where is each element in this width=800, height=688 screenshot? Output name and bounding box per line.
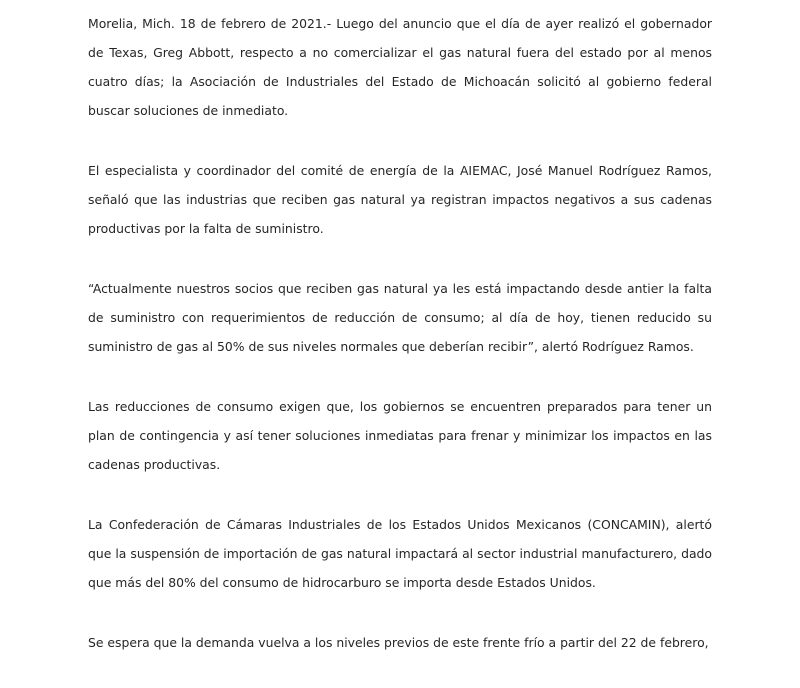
paragraph-demand: Se espera que la demanda vuelva a los niveles previos de este frente frío a partir del 22 de febrero, (88, 635, 709, 650)
paragraph-dateline: Morelia, Mich. 18 de febrero de 2021.- Luego del anuncio que el día de ayer realizó el gobernador de Texas, Greg Abbott, respecto a no comercializar el gas natural fuera del estado por al menos cuatro días; la Asociación de Industriales del Estado de Michoacán solicitó al gobierno federal buscar soluciones de inmediato. (88, 16, 712, 118)
paragraph-concamin: La Confederación de Cámaras Industriales de los Estados Unidos Mexicanos (CONCAMIN), alertó que la suspensión de importación de gas natural impactará al sector industrial manufacturero, dado que más del 80% del consumo de hidrocarburo se importa desde Estados Unidos. (88, 517, 712, 590)
paragraph-quote: “Actualmente nuestros socios que reciben gas natural ya les está impactando desde antier la falta de suministro con requerimientos de reducción de consumo; al día de hoy, tienen reducido su suministro de gas al 50% de sus niveles normales que deberían recibir”, alertó Rodríguez Ramos. (88, 281, 712, 354)
paragraph-specialist: El especialista y coordinador del comité de energía de la AIEMAC, José Manuel Rodríguez Ramos, señaló que las industrias que reciben gas natural ya registran impactos negativos a sus cadenas productivas por la falta de suministro. (88, 163, 712, 236)
document-body (88, 9, 712, 688)
paragraph-contingency: Las reducciones de consumo exigen que, los gobiernos se encuentren preparados para tener un plan de contingencia y así tener soluciones inmediatas para frenar y minimizar los impactos en las cadenas productivas. (88, 399, 712, 472)
